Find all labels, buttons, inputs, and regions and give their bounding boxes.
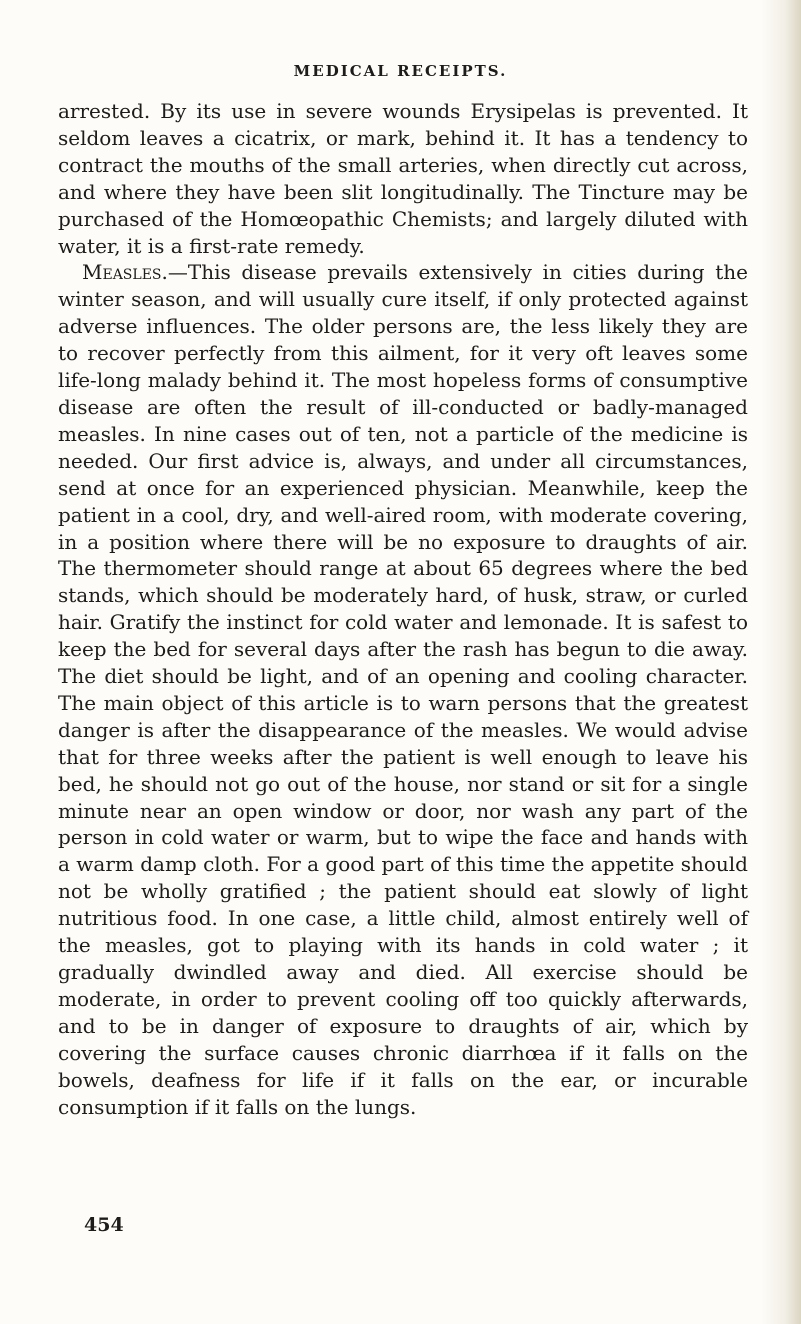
section-heading-measles: Measles. <box>82 260 168 285</box>
paragraph-measles <box>58 259 748 1120</box>
page-body <box>58 98 748 1120</box>
page-number: 454 <box>84 1214 124 1236</box>
paragraph-continuation: arrested. By its use in severe wounds Erysipelas is prevented. It seldom leaves a cicatrix, or mark, behind it. It has a tendency to contract the mouths of the small arteries, when directly cut across, and where they have been slit longitudinally. The Tincture may be purchased of the Homœopathic Chemists; and largely diluted with water, it is a first-rate remedy. <box>58 99 748 258</box>
running-header: MEDICAL RECEIPTS. <box>293 62 508 80</box>
paragraph-measles-text: —This disease prevails extensively in cities during the winter season, and will usually cure itself, if only protected against adverse influences. The older persons are, the less likely they are to recover perfectly from this ailment, for it very oft leaves some life-long malady behind it. The most hopeless forms of consumptive disease are often the result of ill-conducted or badly-managed measles. In nine cases out of ten, not a particle of the medicine is needed. Our first advice is, always, and under all circumstances, send at once for an experienced physician. Meanwhile, keep the patient in a cool, dry, and well-aired room, with moderate covering, in a position where there will be no exposure to draughts of air. The thermometer should range at about 65 degrees where the bed stands, which should be moderately hard, of husk, straw, or curled hair. Gratify the instinct for cold water and lemonade. It is safest to keep the bed for several days after the rash has begun to die away. The diet should be light, and of an opening and cooling character. The main object of this article is to warn persons that the greatest danger is after the disappearance of the measles. We would advise that for three weeks after the patient is well enough to leave his bed, he should not go out of the house, nor stand or sit for a single minute near an open window or door, nor wash any part of the person in cold water or warm, but to wipe the face and hands with a warm damp cloth. For a good part of this time the appetite should not be wholly gratified ; the patient should eat slowly of light nutritious food. In one case, a little child, almost entirely well of the measles, got to playing with its hands in cold water ; it gradually dwindled away and died. All exercise should be moderate, in order to prevent cooling off too quickly afterwards, and to be in danger of exposure to draughts of air, which by covering the surface causes chronic diarrhœa if it falls on the bowels, deafness for life if it falls on the ear, or incurable consumption if it falls on the lungs. <box>58 260 748 1119</box>
page-edge-shading <box>761 0 801 1324</box>
